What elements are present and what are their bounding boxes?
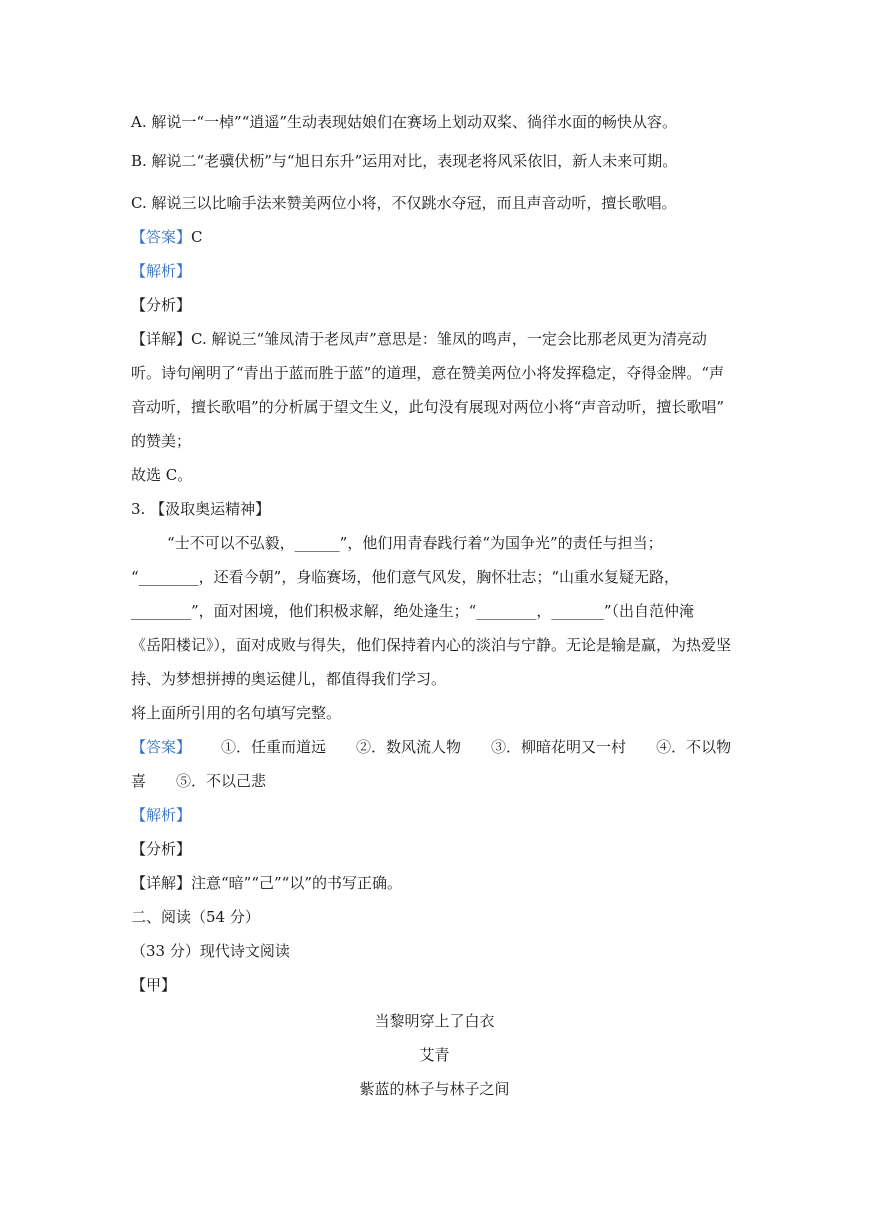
option-a: A. 解说一“一棹”“逍遥”生动表现姑娘们在赛场上划动双桨、徜徉水面的畅快从容。 <box>131 113 678 131</box>
detail-line: 【详解】注意“暗”“己”“以”的书写正确。 <box>131 874 403 892</box>
analysis-tag: 【解析】 <box>131 806 192 824</box>
passage-line: “________，还看今朝”，身临赛场，他们意气风发，胸怀壮志；“山重水复疑无路， <box>131 568 680 586</box>
fenxi-tag: 【分析】 <box>131 840 192 858</box>
passage-line: 持、为梦想拼搏的奥运健儿，都值得我们学习。 <box>131 670 447 688</box>
section-heading: 二、阅读（54 分） <box>131 908 260 926</box>
answer-item: ④．不以物 <box>656 738 732 756</box>
detail-line: 音动听，擅长歌唱”的分析属于望文生义，此句没有展现对两位小将“声音动听，擅长歌唱” <box>131 398 725 416</box>
answers-row-2 <box>131 771 266 791</box>
poem-line: 紫蓝的林子与林子之间 <box>359 1080 510 1098</box>
detail-line: 【详解】C. 解说三“雏凤清于老凤声”意思是：雏凤的鸣声，一定会比那老凤更为清亮动 <box>131 330 707 348</box>
conclusion: 故选 C。 <box>131 466 193 484</box>
passage-line: 《岳阳楼记》），面对成败与得失，他们保持着内心的淡泊与宁静。无论是输是赢，为热爱坚 <box>131 636 732 654</box>
option-b: B. 解说二“老骥伏枥”与“旭日东升”运用对比，表现老将风采依旧，新人未来可期。 <box>131 152 678 170</box>
passage-line: “士不可以不弘毅，______”，他们用青春践行着“为国争光”的责任与担当； <box>167 534 663 552</box>
instruction: 将上面所引用的名句填写完整。 <box>131 704 342 722</box>
detail-line: 的赞美； <box>131 432 192 450</box>
answer-tag: 【答案】 <box>131 738 192 756</box>
passage-line: ________”，面对困境，他们积极求解，绝处逢生；“________，_______”（出自范仲淹 <box>131 602 695 620</box>
poem-author: 艾青 <box>419 1046 450 1064</box>
fenxi-tag: 【分析】 <box>131 296 192 314</box>
detail-line: 听。诗句阐明了“青出于蓝而胜于蓝”的道理，意在赞美两位小将发挥稳定，夺得金牌。“声 <box>131 364 725 382</box>
answer-item: ②．数风流人物 <box>356 738 462 756</box>
poem-title: 当黎明穿上了白衣 <box>374 1012 495 1030</box>
answers-row <box>131 737 731 757</box>
answer-item: ⑤．不以己悲 <box>176 772 267 790</box>
answer-item: 喜 <box>131 772 147 790</box>
question-3-title: 3. 【汲取奥运精神】 <box>131 500 271 518</box>
answer-item: ③．柳暗花明又一村 <box>491 738 627 756</box>
answer-tag: 【答案】 <box>131 228 192 246</box>
jia-tag: 【甲】 <box>131 976 177 994</box>
option-c: C. 解说三以比喻手法来赞美两位小将，不仅跳水夺冠，而且声音动听，擅长歌唱。 <box>131 194 677 212</box>
analysis-tag: 【解析】 <box>131 262 192 280</box>
answer-value: C <box>191 228 203 246</box>
answer-row <box>131 227 203 247</box>
answer-item: ①．任重而道远 <box>221 738 327 756</box>
section-subheading: （33 分）现代诗文阅读 <box>131 942 290 960</box>
